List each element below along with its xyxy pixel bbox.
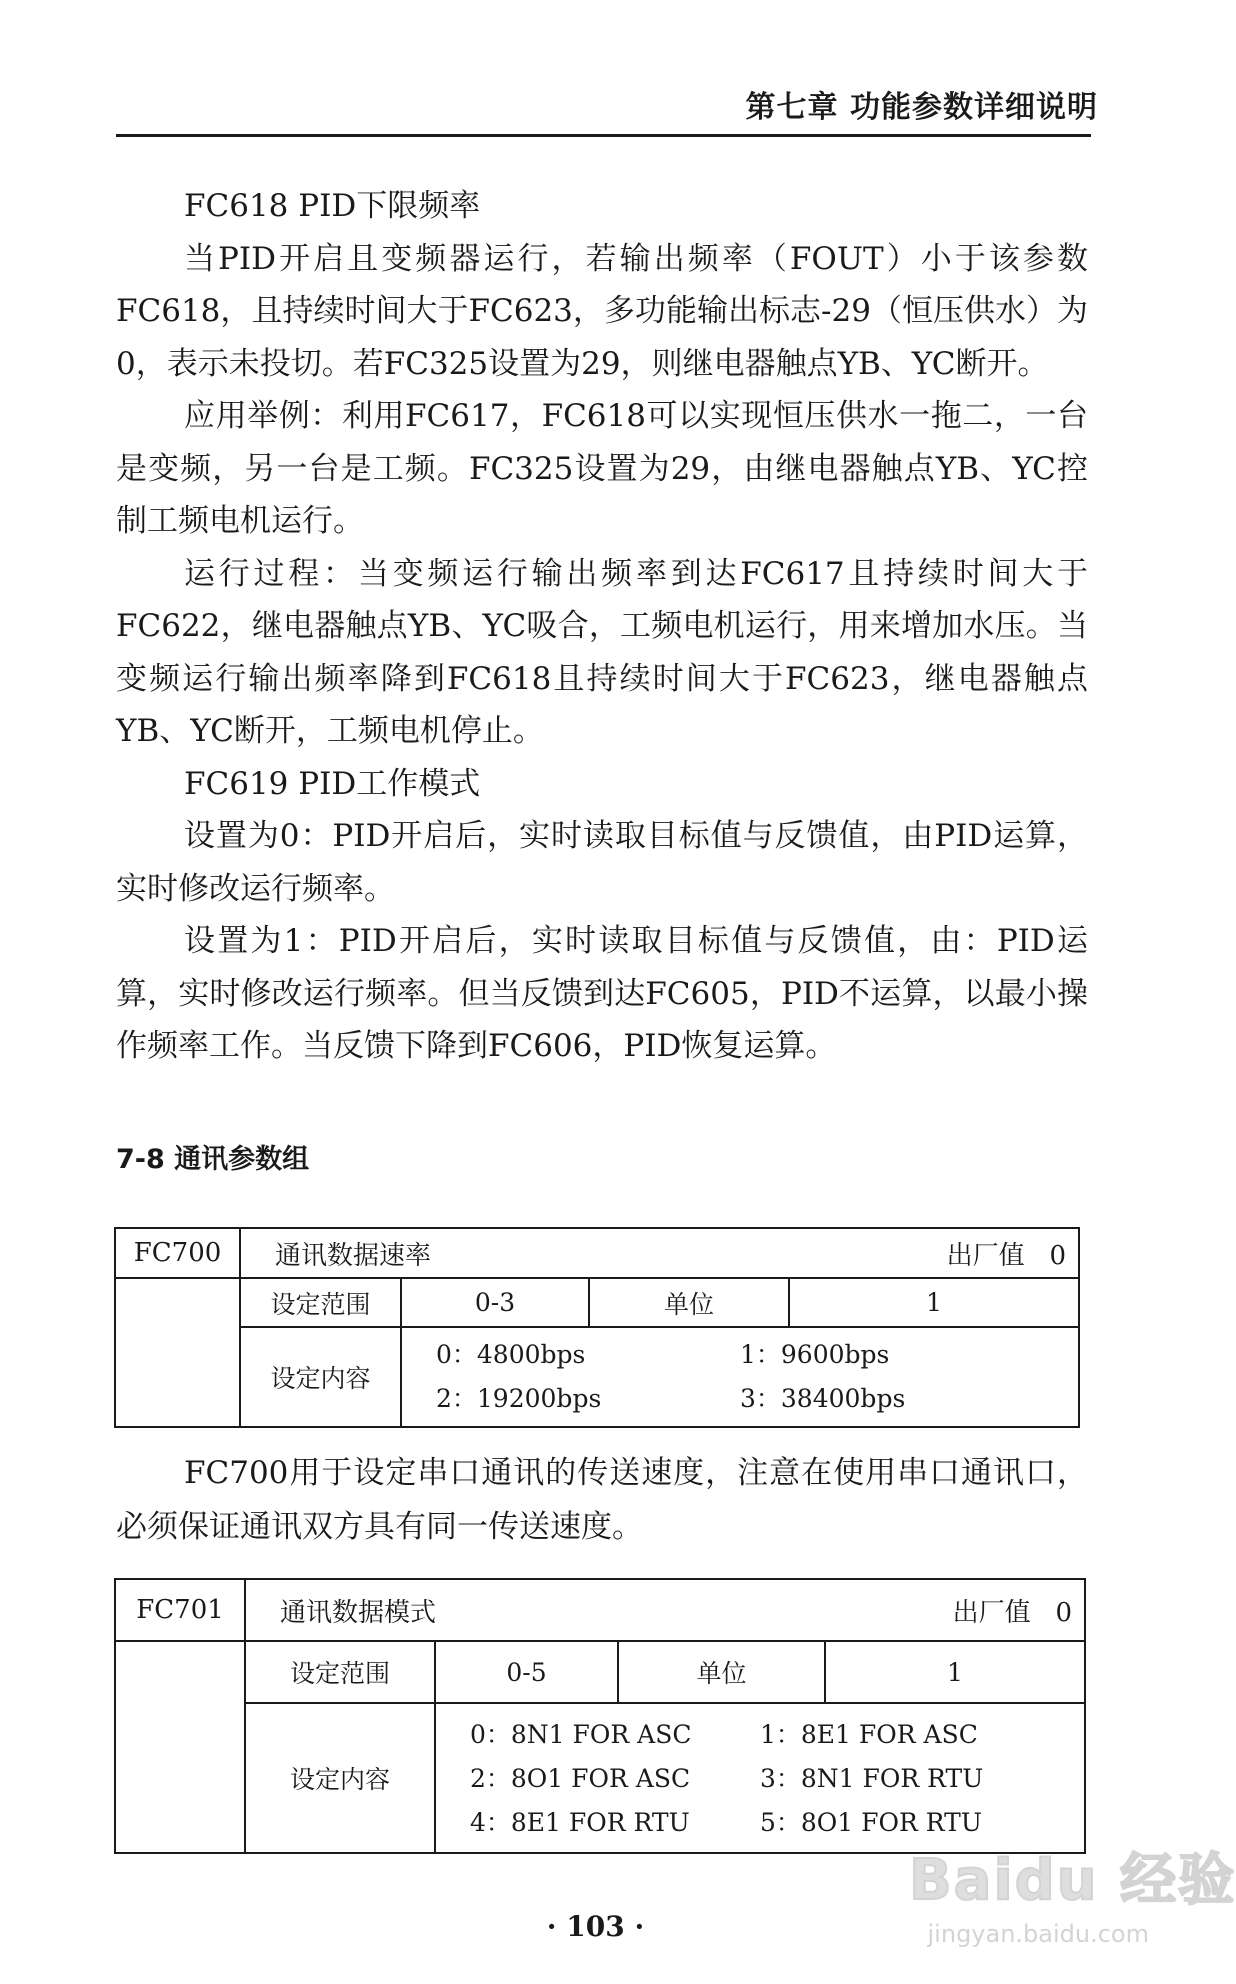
range-value: 0-3 [401, 1278, 589, 1327]
param-name: 通讯数据速率 [275, 1240, 432, 1271]
baidu-logo-icon: Baidu 经验 [909, 1848, 1236, 1913]
paragraph: 应用举例：利用FC617，FC618可以实现恒压供水一拖二，一台是变频，另一台是工频。FC325设置为29，由继电器触点YB、YC控制工频电机运行。 [116, 398, 1088, 539]
watermark [909, 1836, 1236, 1956]
chapter-title: 第七章 功能参数详细说明 [745, 90, 1098, 125]
watermark-url: jingyan.baidu.com [927, 1920, 1149, 1948]
unit-label: 单位 [618, 1641, 825, 1703]
unit-value: 1 [825, 1641, 1085, 1703]
option-item: 1：8E1 FOR ASC [760, 1719, 978, 1749]
param-table-fc701 [114, 1578, 1086, 1854]
option-item: 3：38400bps [740, 1384, 906, 1413]
option-item: 0：4800bps [436, 1340, 586, 1369]
paragraph: 设置为1：PID开启后，实时读取目标值与反馈值，由：PID运算，实时修改运行频率。但当反馈到达FC605，PID不运算，以最小操作频率工作。当反馈下降到FC606，PID恢复运算。 [116, 923, 1088, 1064]
param-name: 通讯数据模式 [280, 1597, 437, 1628]
option-item: 3：8N1 FOR RTU [760, 1763, 984, 1793]
paragraph: FC619 PID工作模式 [184, 765, 481, 802]
fc700-description [116, 1446, 1088, 1554]
option-item: 2：19200bps [436, 1384, 602, 1413]
param-title-cell [245, 1579, 1085, 1641]
param-title-cell [240, 1228, 1079, 1278]
range-label: 设定范围 [240, 1278, 401, 1327]
option-item: 1：9600bps [740, 1340, 890, 1369]
option-item: 2：8O1 FOR ASC [470, 1763, 691, 1793]
options-cell [401, 1327, 1079, 1427]
option-item: 0：8N1 FOR ASC [470, 1719, 692, 1749]
empty-cell [115, 1641, 245, 1853]
range-label: 设定范围 [245, 1641, 435, 1703]
page-number: · 103 · [546, 1910, 645, 1943]
content-label: 设定内容 [240, 1327, 401, 1427]
paragraph: 设置为0：PID开启后，实时读取目标值与反馈值，由PID运算，实时修改运行频率。 [116, 818, 1088, 907]
param-default: 出厂值 0 [946, 1240, 1066, 1271]
param-default: 出厂值 0 [952, 1597, 1072, 1628]
unit-label: 单位 [589, 1278, 789, 1327]
param-code: FC701 [115, 1579, 245, 1641]
range-value: 0-5 [435, 1641, 618, 1703]
unit-value: 1 [789, 1278, 1079, 1327]
header-rule [116, 134, 1091, 137]
paragraph: 运行过程：当变频运行输出频率到达FC617且持续时间大于FC622，继电器触点YB、YC吸合，工频电机运行，用来增加水压。当变频运行输出频率降到FC618且持续时间大于FC623，继电器触点YB、YC断开，工频电机停止。 [116, 555, 1088, 749]
paragraph: FC700用于设定串口通讯的传送速度，注意在使用串口通讯口，必须保证通讯双方具有同一传送速度。 [116, 1455, 1088, 1545]
section-heading: 7-8 通讯参数组 [116, 1144, 310, 1175]
content-label: 设定内容 [245, 1703, 435, 1853]
paragraph: FC618 PID下限频率 [184, 188, 481, 224]
empty-cell [115, 1278, 240, 1427]
option-item: 5：8O1 FOR RTU [760, 1807, 982, 1837]
option-item: 4：8E1 FOR RTU [470, 1807, 690, 1837]
body-text [116, 180, 1088, 1073]
param-table-fc700 [114, 1227, 1080, 1428]
param-code: FC700 [115, 1228, 240, 1278]
options-cell [435, 1703, 1085, 1853]
paragraph: 当PID开启且变频器运行，若输出频率（FOUT）小于该参数FC618，且持续时间大于FC623，多功能输出标志-29（恒压供水）为0，表示未投切。若FC325设置为29，则继电器触点YB、YC断开。 [116, 240, 1088, 382]
